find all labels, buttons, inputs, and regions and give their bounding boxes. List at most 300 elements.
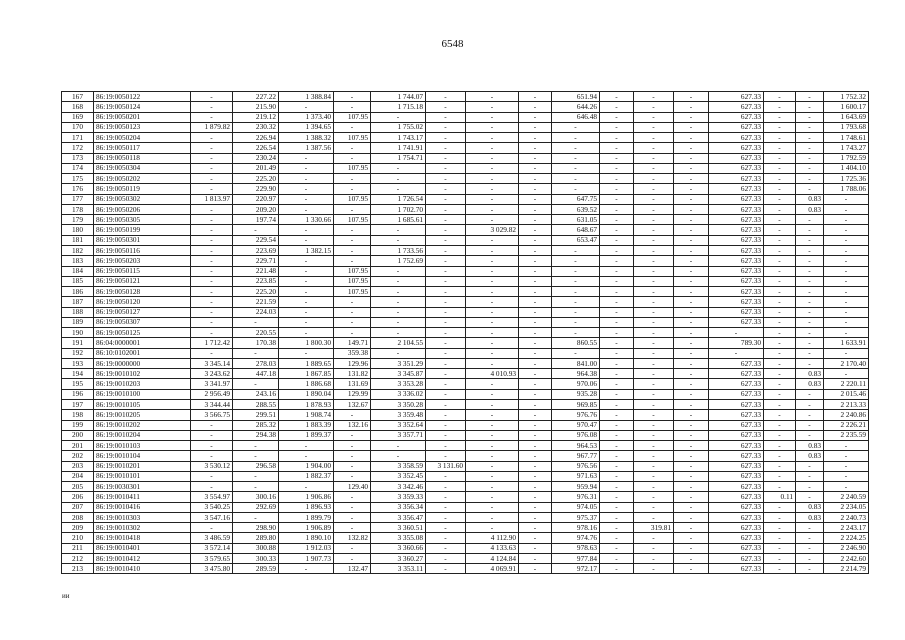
value-cell: - [674,461,709,471]
value-cell: - [600,297,634,307]
value-cell: - [191,204,233,214]
value-cell: - [426,184,466,194]
value-cell: 107.95 [334,266,371,276]
value-cell: - [334,441,371,451]
value-cell: 197.74 [233,215,279,225]
value-cell: - [600,482,634,492]
value-cell: - [519,430,552,440]
value-cell: - [796,92,824,102]
value-cell: 227.22 [233,92,279,102]
value-cell: - [764,317,796,327]
table-row [62,225,869,235]
value-cell: 3 572.14 [191,543,233,553]
value-cell: 4 133.63 [466,543,519,553]
value-cell: - [634,215,674,225]
cadastral-number-cell: 86:04:0000001 [94,338,191,348]
value-cell: - [600,317,634,327]
value-cell: - [519,523,552,533]
value-cell: 3 341.97 [191,379,233,389]
value-cell: - [426,389,466,399]
value-cell: - [233,471,279,481]
value-cell: - [233,379,279,389]
value-cell: 627.33 [709,543,764,553]
value-cell: - [824,235,869,245]
value-cell: 224.03 [233,307,279,317]
value-cell: - [191,225,233,235]
value-cell: - [764,328,796,338]
value-cell: - [279,204,334,214]
value-cell: - [674,389,709,399]
table-row [62,338,869,348]
value-cell: - [519,564,552,574]
value-cell: - [634,184,674,194]
value-cell: - [334,204,371,214]
value-cell: 107.95 [334,194,371,204]
value-cell: - [674,441,709,451]
table-row [62,194,869,204]
value-cell: - [519,143,552,153]
value-cell: - [674,143,709,153]
value-cell: - [600,194,634,204]
value-cell: - [552,256,600,266]
value-cell: - [191,287,233,297]
value-cell: - [796,297,824,307]
value-cell: - [796,492,824,502]
value-cell: - [466,215,519,225]
value-cell: - [334,245,371,255]
value-cell: 0.83 [796,379,824,389]
value-cell: - [334,174,371,184]
value-cell: - [191,430,233,440]
value-cell: 230.24 [233,153,279,163]
value-cell: - [279,256,334,266]
table-row [62,523,869,533]
value-cell: - [600,533,634,543]
value-cell: - [824,215,869,225]
value-cell: - [600,225,634,235]
table-row [62,256,869,266]
value-cell: - [233,512,279,522]
value-cell: - [634,266,674,276]
value-cell: - [674,564,709,574]
value-cell: - [426,122,466,132]
value-cell: 1 752.69 [371,256,426,266]
value-cell: - [634,317,674,327]
cadastral-number-cell: 86:19:0050116 [94,245,191,255]
value-cell: - [674,410,709,420]
value-cell: - [674,194,709,204]
value-cell: - [519,461,552,471]
value-cell: 1 741.91 [371,143,426,153]
cadastral-number-cell: 86:19:0010103 [94,441,191,451]
value-cell: 627.33 [709,358,764,368]
value-cell: 2 240.73 [824,512,869,522]
cadastral-number-cell: 86:19:0050123 [94,122,191,132]
value-cell: - [371,297,426,307]
value-cell: 229.71 [233,256,279,266]
table-row [62,266,869,276]
value-cell: - [519,358,552,368]
value-cell: - [764,461,796,471]
value-cell: 1 754.71 [371,153,426,163]
value-cell: - [466,441,519,451]
value-cell: - [634,194,674,204]
cadastral-number-cell: 86:19:0010412 [94,553,191,563]
value-cell: - [634,276,674,286]
value-cell: - [634,492,674,502]
value-cell: 1 882.37 [279,471,334,481]
value-cell: - [466,163,519,173]
value-cell: - [334,523,371,533]
value-cell: 1 702.70 [371,204,426,214]
value-cell: 131.69 [334,379,371,389]
value-cell: - [552,184,600,194]
value-cell: 976.76 [552,410,600,420]
value-cell: 627.33 [709,471,764,481]
value-cell: 1 388.32 [279,133,334,143]
row-number-cell: 198 [62,410,94,420]
value-cell: - [371,184,426,194]
value-cell: 627.33 [709,112,764,122]
value-cell: - [824,276,869,286]
value-cell: 627.33 [709,92,764,102]
value-cell: 1 908.74 [279,410,334,420]
cadastral-number-cell: 86:19:0010416 [94,502,191,512]
value-cell: - [191,523,233,533]
value-cell: - [191,153,233,163]
value-cell: 627.33 [709,122,764,132]
value-cell: 129.99 [334,389,371,399]
value-cell: - [674,133,709,143]
value-cell: - [824,266,869,276]
value-cell: - [674,523,709,533]
value-cell: - [796,102,824,112]
row-number-cell: 205 [62,482,94,492]
value-cell: - [191,451,233,461]
row-number-cell: 176 [62,184,94,194]
table-row [62,399,869,409]
value-cell: - [600,102,634,112]
value-cell: - [426,441,466,451]
value-cell: - [334,153,371,163]
value-cell: - [600,502,634,512]
row-number-cell: 187 [62,297,94,307]
value-cell: - [191,256,233,266]
table-row [62,245,869,255]
value-cell: 1 755.02 [371,122,426,132]
value-cell: - [764,143,796,153]
value-cell: 627.33 [709,163,764,173]
value-cell: 220.55 [233,328,279,338]
value-cell: - [552,266,600,276]
value-cell: 2 224.25 [824,533,869,543]
value-cell: - [674,420,709,430]
value-cell: - [552,133,600,143]
value-cell: - [334,184,371,194]
row-number-cell: 182 [62,245,94,255]
value-cell: 298.90 [233,523,279,533]
value-cell: - [519,245,552,255]
table-row [62,451,869,461]
value-cell: - [279,348,334,358]
value-cell: - [764,358,796,368]
value-cell: 627.33 [709,379,764,389]
row-number-cell: 177 [62,194,94,204]
value-cell: - [634,502,674,512]
value-cell: - [634,204,674,214]
cadastral-number-cell: 86:19:0050307 [94,317,191,327]
value-cell: 3 355.08 [371,533,426,543]
value-cell: - [796,533,824,543]
value-cell: 0.83 [796,194,824,204]
value-cell: - [634,122,674,132]
value-cell: - [600,543,634,553]
table-row [62,143,869,153]
value-cell: - [764,256,796,266]
value-cell: 447.18 [233,369,279,379]
table-row [62,533,869,543]
value-cell: - [519,399,552,409]
value-cell: - [466,502,519,512]
value-cell: - [764,338,796,348]
table-row [62,153,869,163]
value-cell: - [634,225,674,235]
value-cell: - [466,471,519,481]
value-cell: 627.33 [709,297,764,307]
value-cell: - [466,122,519,132]
value-cell: - [466,379,519,389]
value-cell: - [371,235,426,245]
value-cell: 107.95 [334,276,371,286]
value-cell: - [426,430,466,440]
value-cell: - [600,215,634,225]
value-cell: 3 342.46 [371,482,426,492]
value-cell: - [824,441,869,451]
value-cell: 1 899.37 [279,430,334,440]
value-cell: - [426,297,466,307]
value-cell: - [466,276,519,286]
value-cell: - [519,256,552,266]
value-cell: - [334,225,371,235]
value-cell: - [674,102,709,112]
cadastral-number-cell: 86:19:0050118 [94,153,191,163]
value-cell: 223.69 [233,245,279,255]
value-cell: 627.33 [709,369,764,379]
value-cell: - [674,245,709,255]
value-cell: - [796,482,824,492]
value-cell: 1 733.56 [371,245,426,255]
table-row [62,389,869,399]
cadastral-number-cell: 86:19:0050201 [94,112,191,122]
cadastral-number-cell: 86:19:0050203 [94,256,191,266]
value-cell: - [279,235,334,245]
value-cell: - [600,204,634,214]
value-cell: 229.54 [233,235,279,245]
value-cell: 627.33 [709,451,764,461]
value-cell: - [764,92,796,102]
value-cell: - [519,533,552,543]
value-cell: 285.32 [233,420,279,430]
value-cell: - [600,523,634,533]
value-cell: - [519,163,552,173]
value-cell: - [426,163,466,173]
value-cell: - [600,430,634,440]
value-cell: - [824,194,869,204]
value-cell: 627.33 [709,307,764,317]
value-cell: - [426,133,466,143]
value-cell: 225.20 [233,287,279,297]
row-number-cell: 204 [62,471,94,481]
data-table [61,91,869,574]
value-cell: - [674,225,709,235]
value-cell: 3 353.11 [371,564,426,574]
value-cell: - [600,184,634,194]
value-cell: 1 743.17 [371,133,426,143]
value-cell: 639.52 [552,204,600,214]
row-number-cell: 175 [62,174,94,184]
value-cell: - [634,512,674,522]
value-cell: 627.33 [709,133,764,143]
value-cell: 967.77 [552,451,600,461]
value-cell: - [519,235,552,245]
value-cell: - [764,287,796,297]
value-cell: 300.16 [233,492,279,502]
value-cell: - [279,317,334,327]
value-cell: 107.95 [334,133,371,143]
value-cell: 627.33 [709,102,764,112]
row-number-cell: 185 [62,276,94,286]
value-cell: - [426,492,466,502]
value-cell: - [796,523,824,533]
value-cell: 2 243.17 [824,523,869,533]
cadastral-number-cell: 86:19:0010205 [94,410,191,420]
value-cell: - [552,163,600,173]
value-cell: 359.38 [334,348,371,358]
value-cell: 2 240.86 [824,410,869,420]
value-cell: - [824,471,869,481]
value-cell: - [796,112,824,122]
value-cell: 1 879.82 [191,122,233,132]
value-cell: 3 356.34 [371,502,426,512]
value-cell: - [466,492,519,502]
value-cell: - [466,102,519,112]
cadastral-number-cell: 86:19:0010101 [94,471,191,481]
value-cell: - [426,482,466,492]
value-cell: - [674,235,709,245]
cadastral-number-cell: 86:19:0050204 [94,133,191,143]
value-cell: - [519,512,552,522]
value-cell: - [674,482,709,492]
value-cell: - [796,174,824,184]
value-cell: 132.16 [334,420,371,430]
value-cell: - [824,287,869,297]
value-cell: - [600,564,634,574]
value-cell: - [764,471,796,481]
cadastral-number-cell: 86:19:0010100 [94,389,191,399]
value-cell: - [796,420,824,430]
value-cell: - [334,143,371,153]
value-cell: - [674,122,709,132]
value-cell: - [764,379,796,389]
value-cell: - [334,430,371,440]
value-cell: - [426,533,466,543]
value-cell: - [233,482,279,492]
value-cell: - [600,174,634,184]
value-cell: 131.82 [334,369,371,379]
value-cell: - [334,102,371,112]
value-cell: - [764,512,796,522]
value-cell: - [191,328,233,338]
value-cell: - [824,461,869,471]
value-cell: 1 373.40 [279,112,334,122]
value-cell: - [466,482,519,492]
value-cell: - [233,451,279,461]
value-cell: 627.33 [709,523,764,533]
value-cell: 2 015.46 [824,389,869,399]
value-cell: - [764,523,796,533]
row-number-cell: 179 [62,215,94,225]
value-cell: - [466,112,519,122]
value-cell: - [709,348,764,358]
value-cell: - [519,153,552,163]
value-cell: - [796,389,824,399]
value-cell: - [764,266,796,276]
value-cell: 1 906.89 [279,523,334,533]
value-cell: 1 907.73 [279,553,334,563]
value-cell: - [674,358,709,368]
value-cell: - [519,307,552,317]
value-cell: - [824,307,869,317]
value-cell: - [796,215,824,225]
value-cell: - [764,102,796,112]
value-cell: - [466,338,519,348]
value-cell: - [334,317,371,327]
cadastral-number-cell: 86:19:0010410 [94,564,191,574]
value-cell: - [279,102,334,112]
value-cell: 132.82 [334,533,371,543]
row-number-cell: 186 [62,287,94,297]
value-cell: 3 243.62 [191,369,233,379]
row-number-cell: 171 [62,133,94,143]
table-row [62,92,869,102]
value-cell: - [426,369,466,379]
cadastral-number-cell: 86:19:0050115 [94,266,191,276]
value-cell: 209.20 [233,204,279,214]
value-cell: - [634,379,674,389]
value-cell: - [426,338,466,348]
table-row [62,348,869,358]
value-cell: - [371,225,426,235]
value-cell: 627.33 [709,502,764,512]
value-cell: - [674,553,709,563]
cadastral-number-cell: 86:19:0050120 [94,297,191,307]
value-cell: 294.38 [233,430,279,440]
value-cell: - [634,430,674,440]
value-cell: - [796,184,824,194]
value-cell: - [764,204,796,214]
value-cell: - [674,430,709,440]
row-number-cell: 202 [62,451,94,461]
value-cell: - [634,235,674,245]
value-cell: - [426,153,466,163]
value-cell: 3 359.33 [371,492,426,502]
value-cell: - [764,184,796,194]
value-cell: - [426,348,466,358]
value-cell: - [600,133,634,143]
value-cell: 289.80 [233,533,279,543]
value-cell: - [674,204,709,214]
value-cell: 0.83 [796,441,824,451]
